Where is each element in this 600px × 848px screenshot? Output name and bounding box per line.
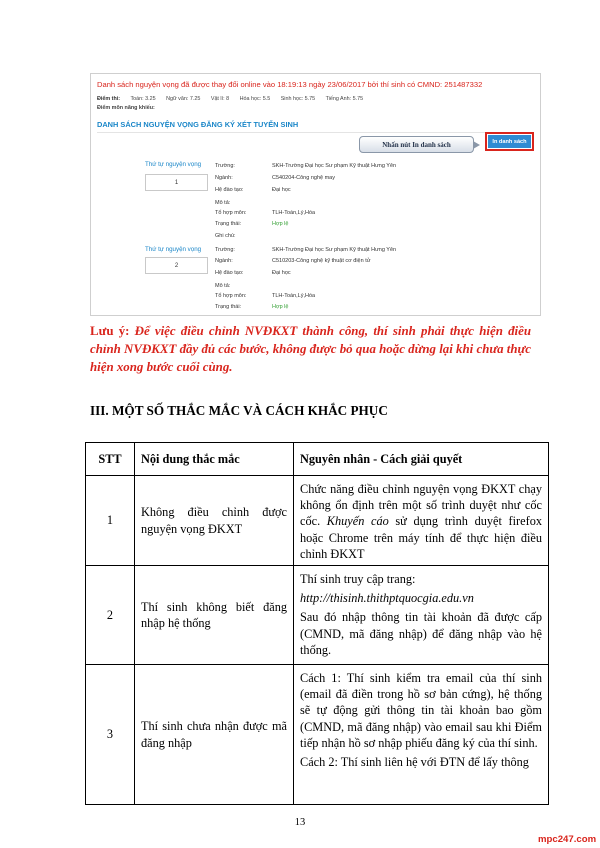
row-answer xyxy=(294,566,549,665)
field-value-status: Hợp lệ xyxy=(272,304,289,310)
wish-order-label: Thứ tự nguyện vọng xyxy=(145,161,202,168)
row-stt: 3 xyxy=(86,665,135,805)
page-number: 13 xyxy=(294,817,306,828)
field-label-desc: Mô tả: xyxy=(215,200,231,206)
row-answer xyxy=(294,665,549,805)
change-notice: Danh sách nguyện vọng đã được thay đổi online vào 18:19:13 ngày 23/06/2017 bởi thí sinh có CMND: 251487332 xyxy=(97,80,483,89)
field-label-status: Trạng thái: xyxy=(215,221,242,227)
header-stt: STT xyxy=(86,443,135,476)
score-biology: Sinh học: 5.75 xyxy=(280,96,316,102)
wish-order-input[interactable]: 2 xyxy=(145,257,208,274)
scores-label: Điểm thi: xyxy=(97,96,121,102)
table-row xyxy=(86,476,549,566)
field-label-major: Ngành: xyxy=(215,175,233,181)
row-stt: 1 xyxy=(86,476,135,566)
field-value-training: Đại học xyxy=(272,187,291,193)
exam-scores xyxy=(97,96,372,102)
header-question: Nội dung thắc mắc xyxy=(135,443,294,476)
section-heading: III. MỘT SỐ THẮC MẮC VÀ CÁCH KHẮC PHỤC xyxy=(90,403,388,418)
table-header-row xyxy=(86,443,549,476)
score-chemistry: Hóa học: 5.5 xyxy=(239,96,271,102)
answer-text: Cách 1: Thí sinh kiểm tra email của thí sinh (email đã điền trong hồ sơ bản cứng), hệ thống sẽ tự động gửi thông tin tài khoản bao gồm (CMND, mã đăng nhập) vào email sau khi Điểm tiếp nhận hồ sơ nhập phiếu đăng ký của thí sinh. xyxy=(300,671,542,750)
table-row xyxy=(86,566,549,665)
row-question: Thí sinh không biết đăng nhập hệ thống xyxy=(135,566,294,665)
table-row xyxy=(86,665,549,805)
score-physics: Vật lí: 8 xyxy=(210,96,230,102)
field-label-combo: Tổ hợp môn: xyxy=(215,210,247,216)
answer-text: sử dụng trình duyệt firefox hoặc Chrome trên máy tính để thực hiện điều chỉnh ĐKXT xyxy=(300,514,542,561)
row-question: Không điều chỉnh được nguyện vọng ĐKXT xyxy=(135,476,294,566)
field-value-combo: TLH-Toán,Lý,Hóa xyxy=(272,210,316,216)
print-callout: Nhấn nút In danh sách xyxy=(359,136,474,153)
warning-note xyxy=(90,322,531,376)
row-answer xyxy=(294,476,549,566)
field-value-school: SKH-Trường Đại học Sư phạm Kỹ thuật Hưng Yên xyxy=(272,247,397,253)
site-watermark: mpc247.com xyxy=(538,834,597,845)
field-label-school: Trường: xyxy=(215,163,235,169)
field-value-combo: TLH-Toán,Lý,Hóa xyxy=(272,293,316,299)
wish-order-label: Thứ tự nguyện vọng xyxy=(145,246,202,253)
score-math: Toán: 3.25 xyxy=(130,96,156,102)
header-answer: Nguyên nhân - Cách giải quyết xyxy=(294,443,549,476)
field-value-major: C510203-Công nghệ kỹ thuật cơ điện tử xyxy=(272,258,371,264)
answer-emphasis: Khuyến cáo xyxy=(326,514,389,529)
field-value-training: Đại học xyxy=(272,270,291,276)
field-label-training: Hệ đào tạo: xyxy=(215,187,244,193)
wish-order-input[interactable]: 1 xyxy=(145,174,208,191)
wish-list-title: DANH SÁCH NGUYỆN VỌNG ĐĂNG KÝ XÉT TUYỂN SINH xyxy=(97,120,299,129)
field-label-school: Trường: xyxy=(215,247,235,253)
field-label-status: Trạng thái: xyxy=(215,304,242,310)
row-stt: 2 xyxy=(86,566,135,665)
answer-text: Sau đó nhập thông tin tài khoản đã được cấp (CMND, mã đăng nhập) để đăng nhập vào hệ thống. xyxy=(300,610,542,657)
field-label-training: Hệ đào tạo: xyxy=(215,270,244,276)
portal-screenshot xyxy=(90,73,541,316)
field-label-major: Ngành: xyxy=(215,258,233,264)
skills-label: Điểm môn năng khiếu: xyxy=(97,105,155,111)
answer-text: Thí sinh truy cập trang: xyxy=(300,572,416,587)
divider xyxy=(97,132,534,133)
field-value-major: C540204-Công nghệ may xyxy=(272,175,335,181)
score-literature: Ngữ văn: 7.25 xyxy=(166,96,201,102)
answer-text: Chức năng điều chỉnh nguyện vọng ĐKXT chạy không ổn định trên một số trình duyệt như cốc cốc. xyxy=(300,482,542,529)
field-value-school: SKH-Trường Đại học Sư phạm Kỹ thuật Hưng Yên xyxy=(272,163,397,169)
faq-table xyxy=(85,442,549,805)
row-question: Thí sinh chưa nhận được mã đăng nhập xyxy=(135,665,294,805)
field-value-status: Hợp lệ xyxy=(272,221,289,227)
answer-url[interactable]: http://thisinh.thithptquocgia.edu.vn xyxy=(300,591,474,606)
print-list-button[interactable]: In danh sách xyxy=(488,135,531,148)
field-label-desc: Mô tả: xyxy=(215,283,231,289)
score-english: Tiếng Anh: 5.75 xyxy=(325,96,364,102)
note-lead: Lưu ý: xyxy=(90,324,130,338)
print-list-button-highlight[interactable] xyxy=(485,132,534,151)
answer-text: Cách 2: Thí sinh liên hệ với ĐTN để lấy thông xyxy=(300,755,529,770)
field-label-combo: Tổ hợp môn: xyxy=(215,293,247,299)
note-text: Để việc điều chỉnh NVĐKXT thành công, thí sinh phải thực hiện điều chỉnh NVĐKXT đầy đủ các bước, không được bỏ qua hoặc dừng lại khi chưa thực hiện xong bước cuối cùng. xyxy=(90,324,531,374)
field-label-notes: Ghi chú: xyxy=(215,233,236,239)
